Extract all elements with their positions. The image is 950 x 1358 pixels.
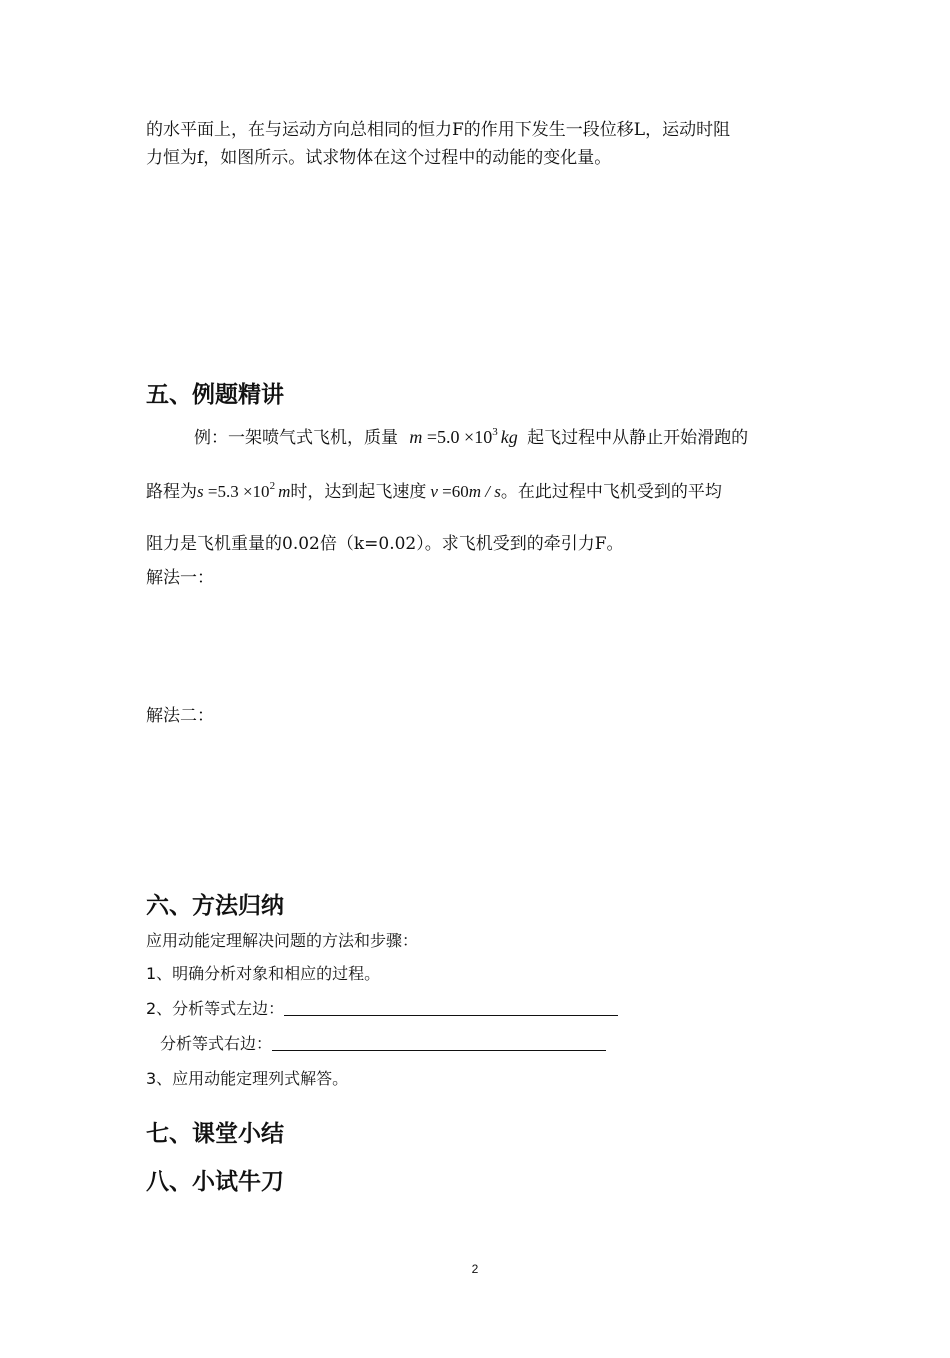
distance-formula (197, 482, 290, 501)
step-2b-blank (272, 1034, 606, 1051)
step-2-label: 2、分析等式左边： (146, 999, 285, 1018)
line2-suffix: 。在此过程中飞机受到的平均 (500, 482, 722, 502)
solution-1-label: 解法一： (146, 568, 214, 588)
mass-exponent: 3 (492, 426, 498, 438)
distance-exponent: 2 (269, 480, 276, 492)
example-prefix: 例：一架喷气式飞机，质量 (194, 428, 398, 448)
distance-symbol: s (197, 482, 204, 501)
page-number: 2 (471, 1262, 479, 1276)
example-line-1 (194, 420, 748, 450)
speed-value: =60 (437, 482, 469, 501)
distance-value: =5.3 ×10 (203, 482, 270, 501)
speed-formula (430, 482, 501, 501)
intro-line-2: 力恒为f，如图所示。试求物体在这个过程中的动能的变化量。 (146, 148, 612, 168)
section-8-heading: 八、小试牛刀 (146, 1169, 284, 1195)
speed-unit: m / s (468, 482, 501, 501)
section-6-heading: 六、方法归纳 (146, 893, 284, 919)
method-step-2 (146, 997, 618, 1021)
mass-formula (409, 427, 517, 447)
mass-unit: kg (500, 427, 518, 447)
solution-2-label: 解法二： (146, 706, 214, 726)
step-2b-label: 分析等式右边： (160, 1034, 273, 1053)
mass-symbol: m (409, 427, 423, 447)
example-line-2 (146, 474, 722, 504)
section-5-heading: 五、例题精讲 (146, 382, 284, 408)
step-2-blank (284, 999, 618, 1016)
method-step-2b (160, 1032, 606, 1056)
example-suffix: 起飞过程中从静止开始滑跑的 (527, 428, 749, 448)
line2-prefix: 路程为 (146, 482, 197, 502)
speed-symbol: v (430, 482, 438, 501)
intro-line-1: 的水平面上，在与运动方向总相同的恒力F的作用下发生一段位移L，运动时阻 (146, 120, 731, 140)
distance-unit: m (278, 482, 291, 501)
section-7-heading: 七、课堂小结 (146, 1121, 284, 1147)
method-intro: 应用动能定理解决问题的方法和步骤： (146, 931, 419, 950)
line2-mid: 时，达到起飞速度 (290, 482, 427, 502)
method-step-3: 3、应用动能定理列式解答。 (146, 1069, 349, 1088)
mass-value: =5.0 ×10 (422, 427, 493, 447)
example-line-3: 阻力是飞机重量的0.02倍（k=0.02）。求飞机受到的牵引力F。 (146, 534, 624, 554)
method-step-1: 1、明确分析对象和相应的过程。 (146, 964, 381, 983)
